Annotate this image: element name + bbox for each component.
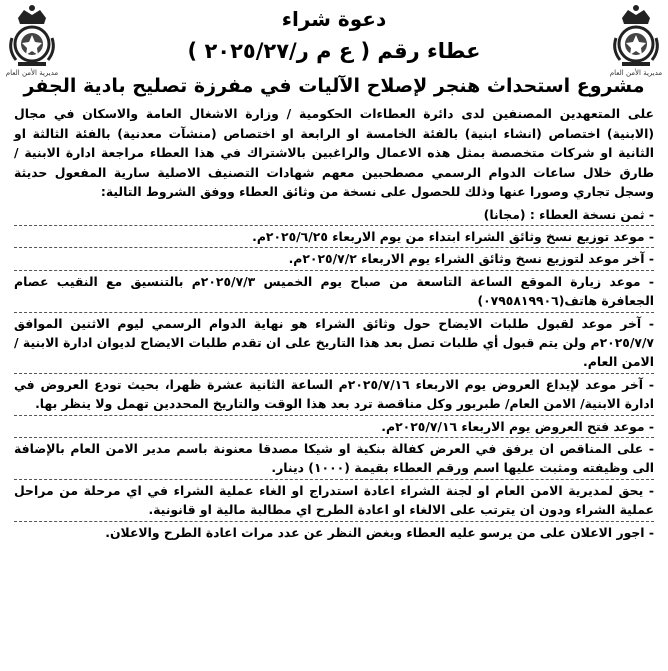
notice-header [6,0,662,66]
intro-paragraph: على المتعهدين المصنفين لدى دائرة العطاءات الحكومية / وزارة الاشغال العامة والاسكان في مجال (الابنية) اختصاص (انشاء ابنية) بالفئة الخامسة او الرابعة او اختصاص (منشآت معدنية) بالفئة الثالثة او الثانية او شركات متخصصة بمثل هذه الاعمال والراغبين بالاشتراك في هذا العطاء مراجعة ادارة الابنية / طارق خلال ساعات الدوام الرسمي مصطحبين معهم شهادات التصنيف الاصلية سارية المفعول حديثة وسجل تجاري وصورا عنها وذلك للحصول على نسخة من وثائق العطاء ووفق الشروط التالية: [14,106,654,199]
conditions-list [14,204,654,544]
tender-number: عطاء رقم ( ع م ر/٢٠٢٥/٢٧ ) [187,39,481,63]
public-security-emblem-right [608,2,664,82]
condition-item: - موعد فتح العروض يوم الاربعاء ٢٠٢٥/٧/١٦م. [14,416,654,438]
condition-item: - آخر موعد لقبول طلبات الايضاح حول وثائق الشراء هو نهاية الدوام الرسمي ليوم الاثنين الموافق ٢٠٢٥/٧/٧م ولن يتم قبول أي طلبات تصل بعد هذا التاريخ على ان تقدم طلبات الايضاح لديوان ادارة الابنية / الامن العام. [14,313,654,374]
condition-item: - آخر موعد لإيداع العروض يوم الاربعاء ٢٠٢٥/٧/١٦م الساعة الثانية عشرة ظهرا، بحيث تودع العروض في ادارة الابنية/ الامن العام/ طبربور وكل مناقصة ترد بعد هذا الوقت والتاريخ المحددين تهمل ولا ينظر بها. [14,374,654,416]
condition-item: - موعد زيارة الموقع الساعة التاسعة من صباح يوم الخميس ٢٠٢٥/٧/٣م بالتنسيق مع النقيب عصام الجعافرة هاتف(٠٧٩٥٨١٩٩٠٦) [14,271,654,313]
condition-item: - موعد توزيع نسخ وثائق الشراء ابتداء من يوم الاربعاء ٢٠٢٥/٦/٢٥م. [14,226,654,248]
crown-emblem-icon [608,2,664,68]
public-security-emblem-left [4,2,60,82]
emblem-caption: مديرية الأمن العام [609,69,663,77]
condition-item: - اجور الاعلان على من يرسو عليه العطاء وبغض النظر عن عدد مرات اعادة الطرح والاعلان. [105,524,654,540]
project-title: مشروع استحداث هنجر لإصلاح الآليات في مفرزة تصليح بادية الجفر [23,75,645,97]
condition-item: - يحق لمديرية الامن العام او لجنة الشراء اعادة استدراج او الغاء عملية الشراء في اي مرحلة من مراحل عملية الشراء ودون ان يترتب على الالغاء او اعادة الطرح اي مطالبة مالية او قانونية. [14,480,654,522]
condition-item: - على المناقص ان يرفق في العرض كفالة بنكية او شيكا مصدقا معنونة باسم مدير الامن العام بالإضافة الى وظيفته ومثبت عليها اسم ورقم العطاء بقيمة (١٠٠٠) دينار. [14,438,654,480]
notice-title: دعوة شراء [281,7,387,31]
emblem-caption: مديرية الأمن العام [5,69,59,77]
crown-emblem-icon [4,2,60,68]
condition-item: - ثمن نسخة العطاء : (مجانا) [14,204,654,226]
condition-item: - آخر موعد لتوزيع نسخ وثائق الشراء يوم الاربعاء ٢٠٢٥/٧/٢م. [14,248,654,270]
